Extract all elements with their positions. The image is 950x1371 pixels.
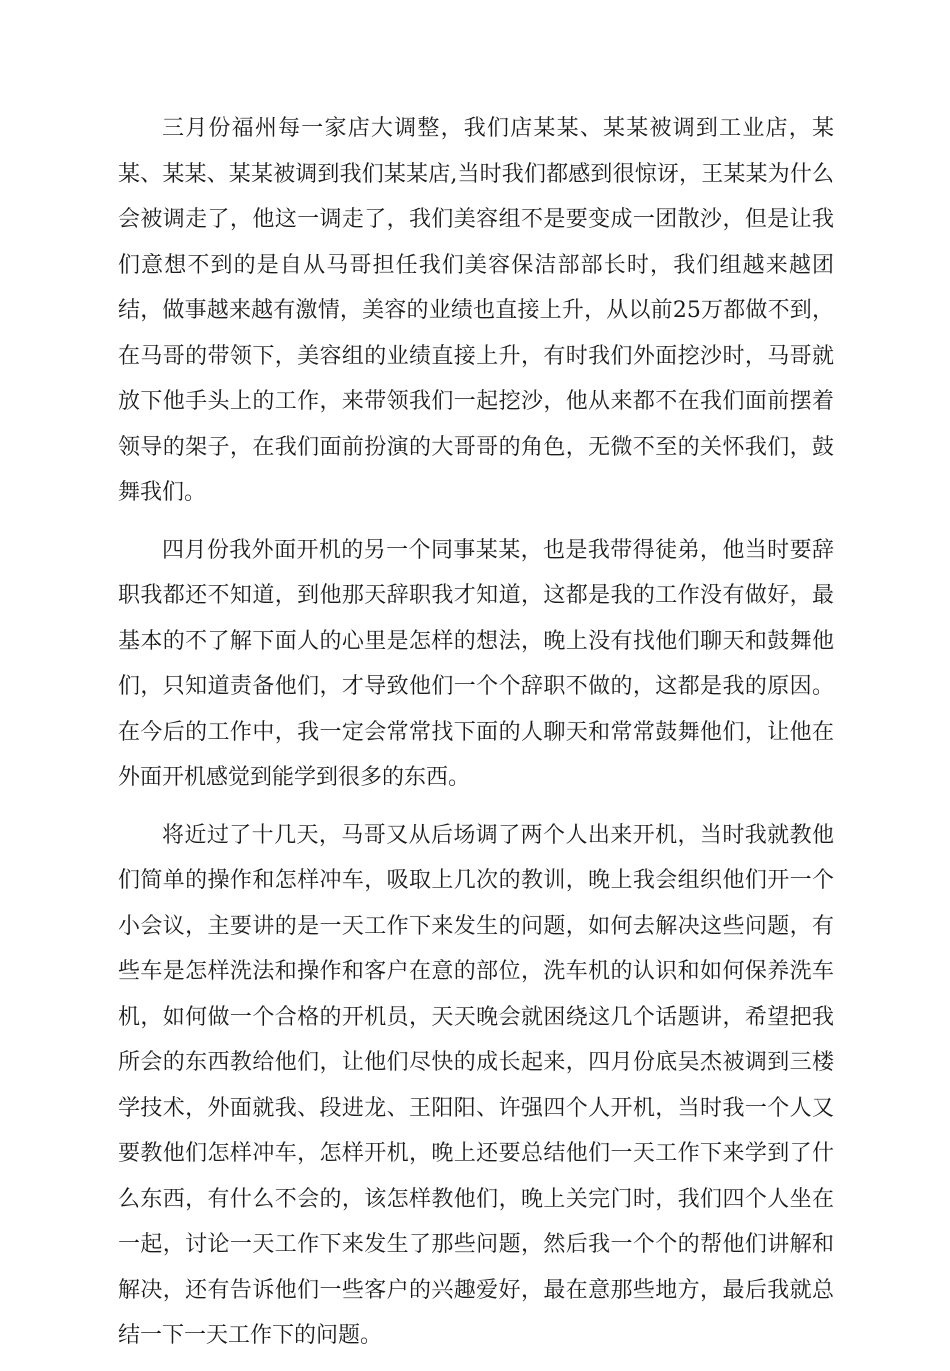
paragraph-training-new-staff: 将近过了十几天，马哥又从后场调了两个人出来开机，当时我就教他们简单的操作和怎样冲车，吸取上几次的教训，晚上我会组织他们开一个小会议，主要讲的是一天工作下来发生的问题，如何去解决这些问题，有些车是怎样洗法和操作和客户在意的部位，洗车机的认识和如何保养洗车机，如何做一个合格的开机员，天天晚会就困绕这几个话题讲，希望把我所会的东西教给他们，让他们尽快的成长起来，四月份底吴杰被调到三楼学技术，外面就我、段进龙、王阳阳、许强四个人开机，当时我一个人又要教他们怎样冲车，怎样开机，晚上还要总结他们一天工作下来学到了什么东西，有什么不会的，该怎样教他们，晚上关完门时，我们四个人坐在一起，讨论一天工作下来发生了那些问题，然后我一个个的帮他们讲解和解决，还有告诉他们一些客户的兴趣爱好，最在意那些地方，最后我就总结一下一天工作下的问题。	[118, 822, 834, 1348]
document-body	[118, 106, 834, 1371]
paragraph-april-resignation: 四月份我外面开机的另一个同事某某，也是我带得徒弟，他当时要辞职我都还不知道，到他那天辞职我才知道，这都是我的工作没有做好，最基本的不了解下面人的心里是怎样的想法，晚上没有找他们聊天和鼓舞他们，只知道责备他们，才导致他们一个个辞职不做的，这都是我的原因。在今后的工作中，我一定会常常找下面的人聊天和常常鼓舞他们，让他在外面开机感觉到能学到很多的东西。	[118, 537, 834, 790]
paragraph-march-adjustment: 三月份福州每一家店大调整，我们店某某、某某被调到工业店，某某、某某、某某被调到我们某某店,当时我们都感到很惊讶，王某某为什么会被调走了，他这一调走了，我们美容组不是要变成一团散沙，但是让我们意想不到的是自从马哥担任我们美容保洁部部长时，我们组越来越团结，做事越来越有激情，美容的业绩也直接上升，从以前25万都做不到，在马哥的带领下，美容组的业绩直接上升，有时我们外面挖沙时，马哥就放下他手头上的工作，来带领我们一起挖沙，他从来都不在我们面前摆着领导的架子，在我们面前扮演的大哥哥的角色，无微不至的关怀我们，鼓舞我们。	[118, 116, 834, 505]
